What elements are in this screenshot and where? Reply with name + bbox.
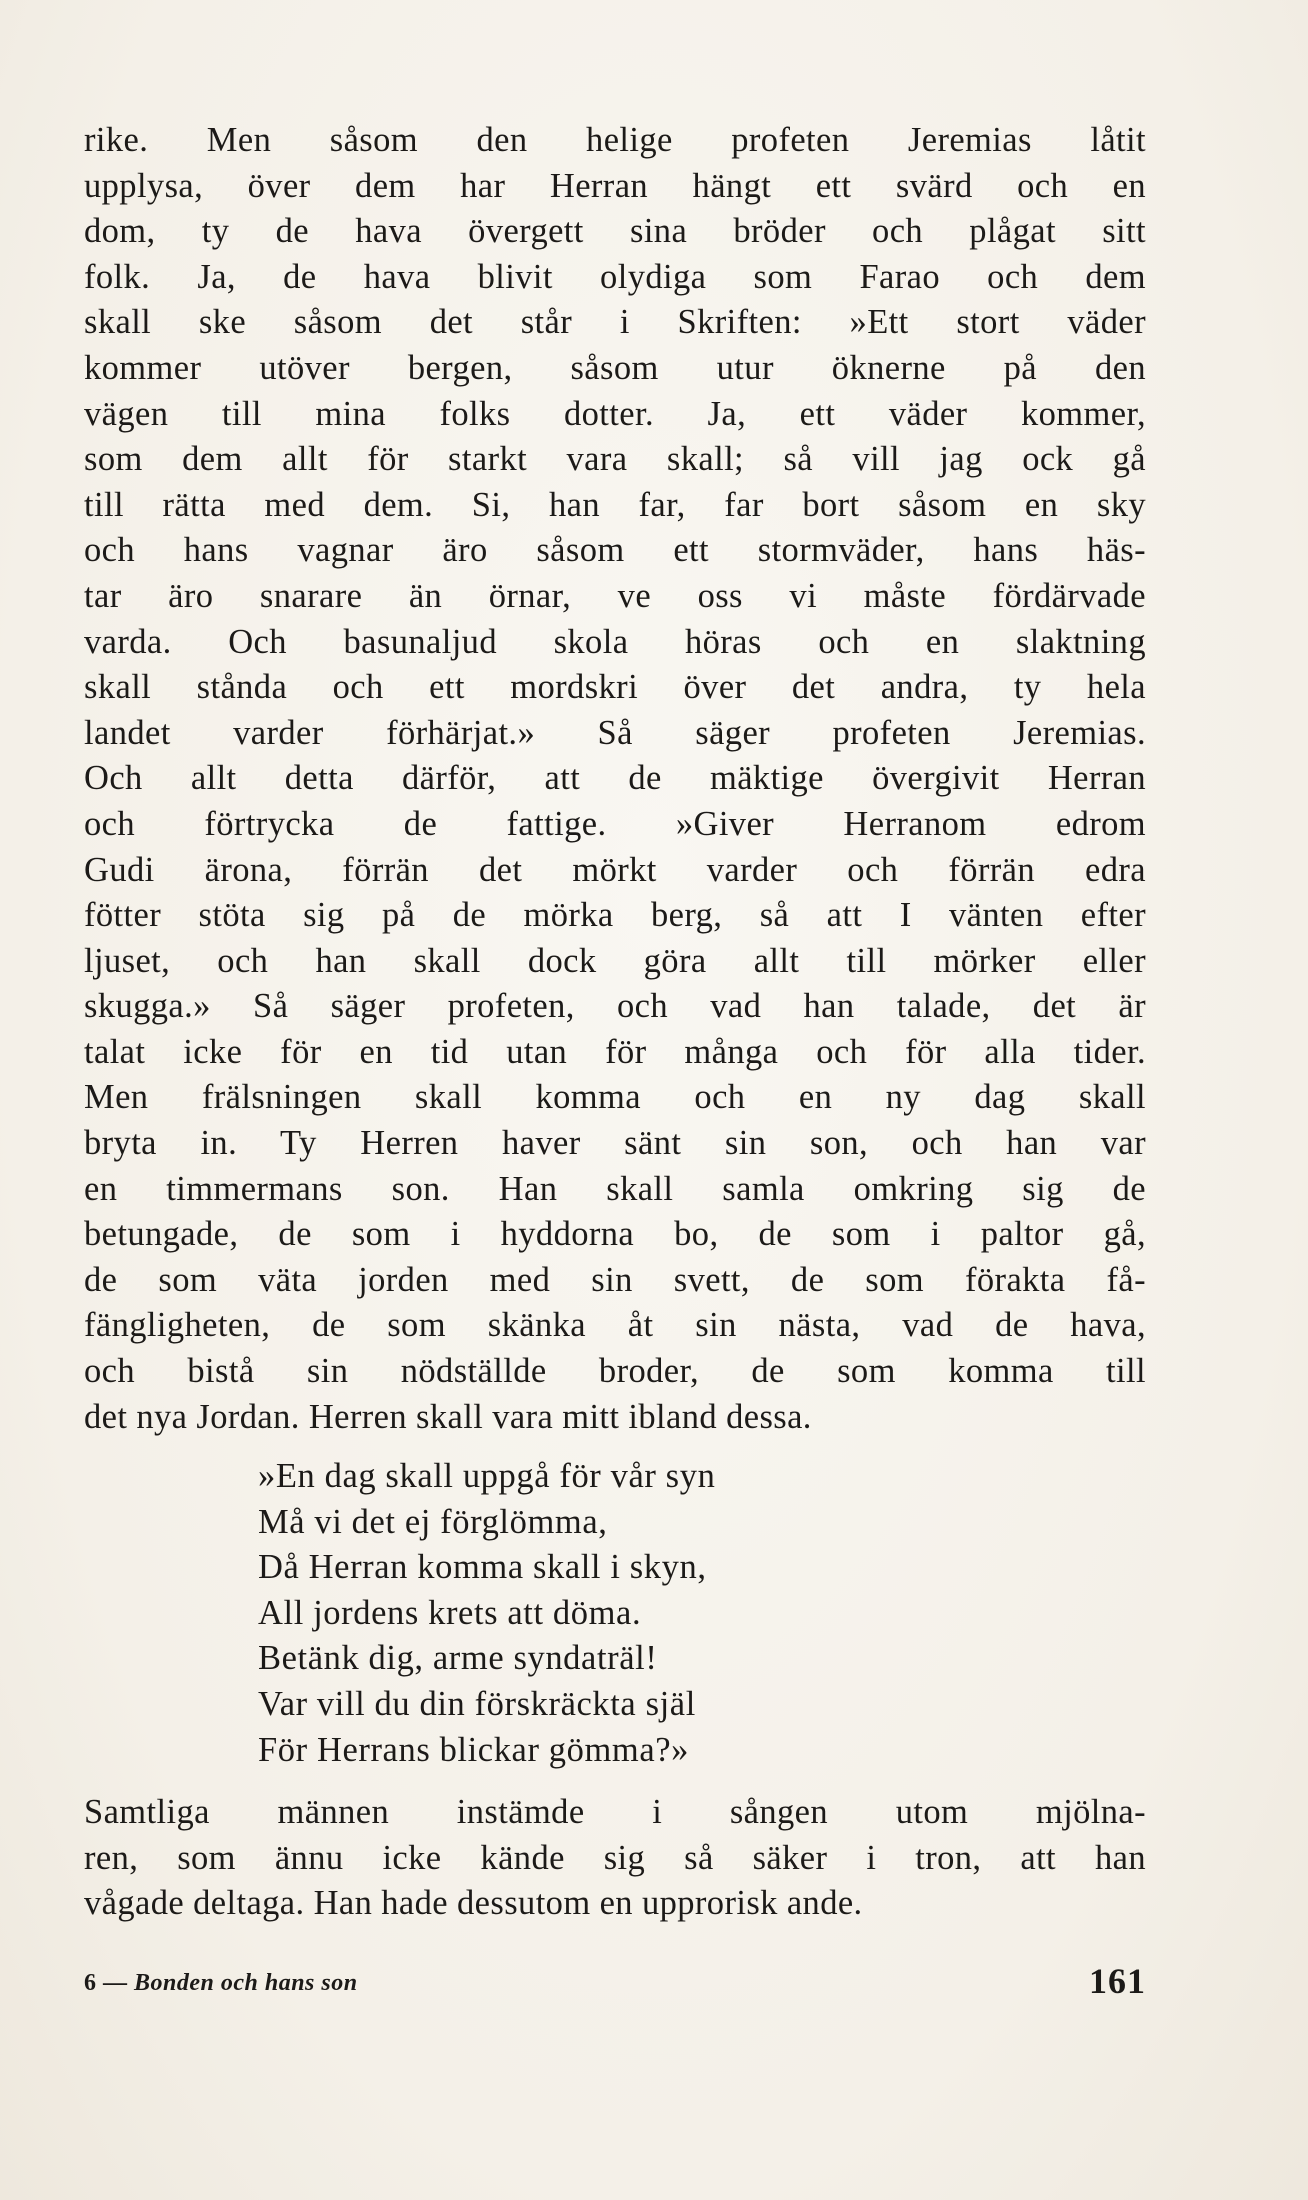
verse-line: Då Herran komma skall i skyn, bbox=[258, 1548, 707, 1587]
text-line: de som väta jorden med sin svett, de som förakta få- bbox=[84, 1260, 1146, 1299]
text-line: Och allt detta därför, att de mäktige övergivit Herran bbox=[84, 759, 1146, 798]
verse-line: All jordens krets att döma. bbox=[258, 1593, 642, 1632]
text-line: Men frälsningen skall komma och en ny dag skall bbox=[84, 1078, 1146, 1117]
text-line: upplysa, över dem har Herran hängt ett svärd och en bbox=[84, 166, 1146, 205]
text-line: ljuset, och han skall dock göra allt till mörker eller bbox=[84, 941, 1146, 980]
text-line: kommer utöver bergen, såsom utur öknerne på den bbox=[84, 348, 1146, 387]
verse-line: Betänk dig, arme syndaträl! bbox=[258, 1639, 658, 1678]
text-line: Gudi ärona, förrän det mörkt varder och förrän edra bbox=[84, 850, 1146, 889]
text-line: bryta in. Ty Herren haver sänt sin son, och han var bbox=[84, 1124, 1146, 1163]
signature-mark bbox=[84, 1970, 358, 1997]
text-line: som dem allt för starkt vara skall; så vill jag ock gå bbox=[84, 440, 1146, 479]
text-line: Samtliga männen instämde i sången utom mjölna- bbox=[84, 1793, 1146, 1831]
text-line: ren, som ännu icke kände sig så säker i tron, att han bbox=[84, 1838, 1146, 1877]
page-footer bbox=[84, 1960, 1146, 2020]
verse-line: För Herrans blickar gömma?» bbox=[258, 1730, 690, 1769]
text-line: landet varder förhärjat.» Så säger profeten Jeremias. bbox=[84, 713, 1146, 752]
text-line: och bistå sin nödställde broder, de som komma till bbox=[84, 1352, 1146, 1391]
text-line: skall ske såsom det står i Skriften: »Ett stort väder bbox=[84, 303, 1146, 342]
verse-line: »En dag skall uppgå för vår syn bbox=[258, 1457, 716, 1495]
text-line: skall stånda och ett mordskri över det andra, ty hela bbox=[84, 668, 1146, 707]
text-line: folk. Ja, de hava blivit olydiga som Farao och dem bbox=[84, 257, 1146, 296]
text-line: och förtrycka de fattige. »Giver Herranom edrom bbox=[84, 804, 1146, 843]
text-line: tar äro snarare än örnar, ve oss vi måste fördärvade bbox=[84, 576, 1146, 615]
text-line: betungade, de som i hyddorna bo, de som i paltor gå, bbox=[84, 1215, 1146, 1254]
text-line: varda. Och basunaljud skola höras och en slaktning bbox=[84, 622, 1146, 661]
verse-line: Var vill du din förskräckta själ bbox=[258, 1684, 696, 1723]
text-line: till rätta med dem. Si, han far, far bort såsom en sky bbox=[84, 485, 1146, 524]
text-line: skugga.» Så säger profeten, och vad han talade, det är bbox=[84, 987, 1146, 1026]
text-line: dom, ty de hava övergett sina bröder och plågat sitt bbox=[84, 212, 1146, 251]
signature-title: Bonden och hans son bbox=[134, 1970, 358, 1996]
main-paragraph bbox=[84, 118, 1146, 1440]
text-line: och hans vagnar äro såsom ett stormväder, hans häs- bbox=[84, 531, 1146, 570]
verse-line: Må vi det ej förglömma, bbox=[258, 1502, 608, 1541]
hymn-verse bbox=[258, 1454, 715, 1773]
text-line: vågade deltaga. Han hade dessutom en upprorisk ande. bbox=[84, 1884, 863, 1923]
closing-paragraph bbox=[84, 1790, 1146, 1927]
signature-number: 6 — bbox=[84, 1970, 128, 1996]
text-line: fötter stöta sig på de mörka berg, så att I vänten efter bbox=[84, 896, 1146, 935]
text-line: vägen till mina folks dotter. Ja, ett väder kommer, bbox=[84, 394, 1146, 433]
page-number: 161 bbox=[1089, 1961, 1146, 2001]
text-line: rike. Men såsom den helige profeten Jeremias låtit bbox=[84, 121, 1146, 159]
text-line: talat icke för en tid utan för många och för alla tider. bbox=[84, 1032, 1146, 1071]
text-line: det nya Jordan. Herren skall vara mitt ibland dessa. bbox=[84, 1397, 812, 1436]
text-line: en timmermans son. Han skall samla omkring sig de bbox=[84, 1169, 1146, 1208]
text-line: fängligheten, de som skänka åt sin nästa, vad de hava, bbox=[84, 1306, 1146, 1345]
